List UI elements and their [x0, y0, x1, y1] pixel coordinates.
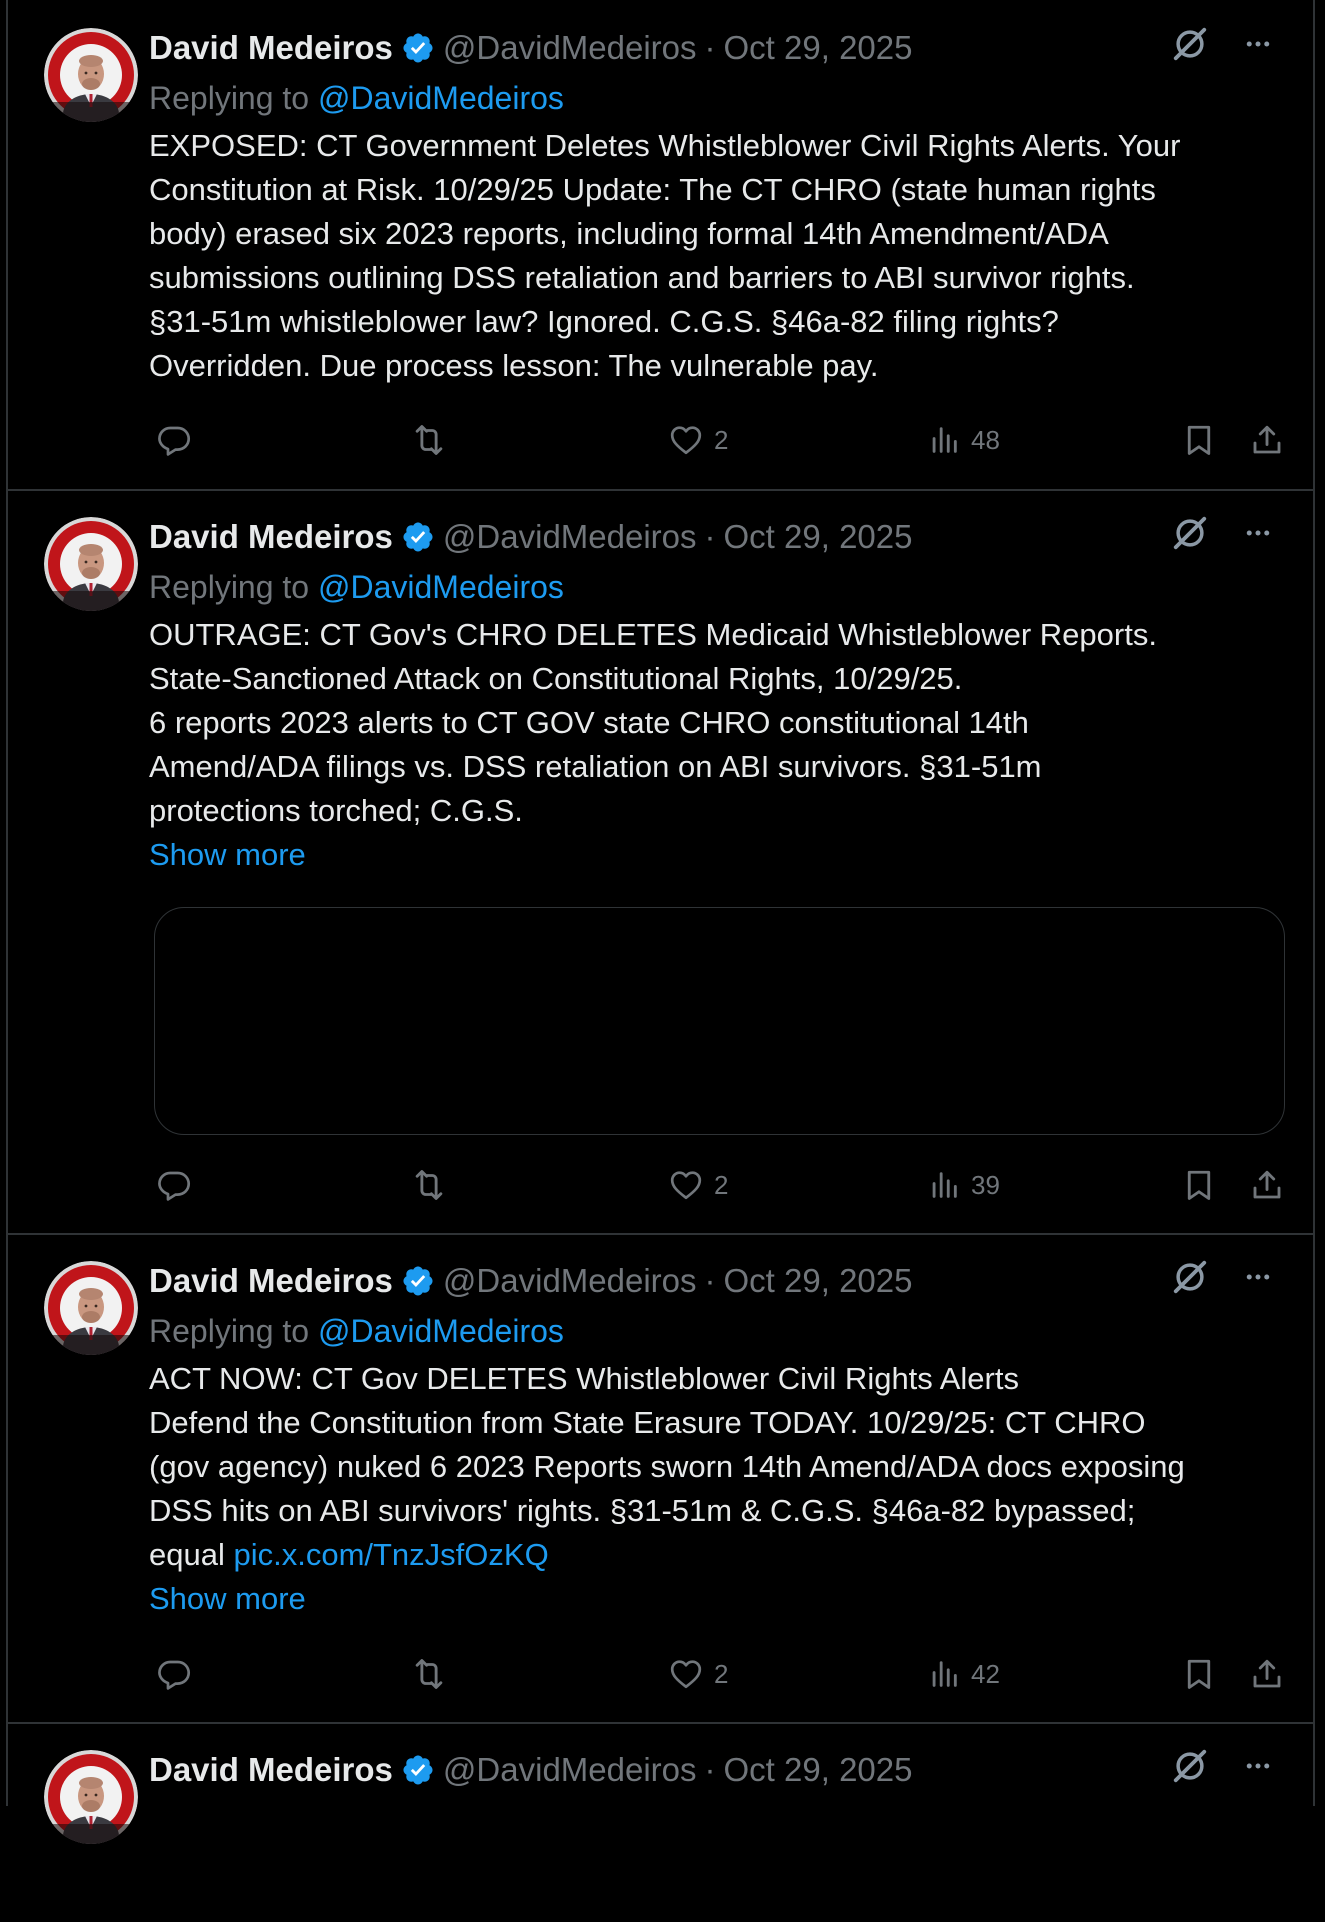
repost-button[interactable] [410, 1163, 448, 1207]
repost-icon [410, 1166, 448, 1204]
like-count: 2 [714, 1658, 729, 1689]
avatar[interactable] [44, 28, 138, 122]
verified-badge-icon[interactable] [401, 1753, 435, 1787]
share-icon [1249, 1656, 1285, 1692]
heart-icon [668, 1656, 704, 1692]
bookmark-icon [1181, 1167, 1217, 1203]
author-name[interactable]: David Medeiros [149, 518, 393, 555]
tweet-text-line: EXPOSED: CT Government Deletes Whistleblower Civil Rights Alerts. Your [149, 128, 1181, 163]
tweet-text-line: §31-51m whistleblower law? Ignored. C.G.S. §46a-82 filing rights? [149, 304, 1059, 339]
media-card[interactable] [154, 907, 1285, 1135]
tweet-text-line: (gov agency) nuked 6 2023 Reports sworn 14th Amend/ADA docs exposing [149, 1449, 1185, 1484]
replying-to-label: Replying to [149, 80, 310, 116]
grok-icon[interactable] [1171, 25, 1209, 71]
heart-icon [668, 1167, 704, 1203]
header-actions [1171, 28, 1273, 68]
avatar[interactable] [44, 1261, 138, 1355]
tweet-header [149, 1261, 1293, 1301]
tweet-actions [156, 1163, 1293, 1207]
reply-button[interactable] [156, 1652, 192, 1696]
tweet-actions [156, 1652, 1293, 1696]
avatar[interactable] [44, 1750, 138, 1844]
tweet-text [149, 124, 1299, 388]
verified-badge-icon[interactable] [401, 31, 435, 65]
tweet-text-line [149, 1533, 1299, 1577]
bookmark-icon [1181, 1656, 1217, 1692]
view-count: 48 [971, 424, 1000, 455]
repost-button[interactable] [410, 1652, 448, 1696]
tweet-text-line: ACT NOW: CT Gov DELETES Whistleblower Civil Rights Alerts [149, 1361, 1019, 1396]
more-icon[interactable] [1243, 1751, 1273, 1789]
mention-link[interactable]: @DavidMedeiros [317, 569, 564, 605]
tweet[interactable] [8, 0, 1313, 491]
share-icon [1249, 1167, 1285, 1203]
like-button[interactable] [668, 418, 728, 462]
separator-dot: · [704, 1751, 716, 1788]
author-handle[interactable]: @DavidMedeiros [442, 29, 697, 66]
views-button[interactable] [927, 418, 1000, 462]
separator-dot: · [704, 518, 716, 555]
avatar[interactable] [44, 517, 138, 611]
tweet[interactable] [8, 1722, 1313, 1922]
replying-to-label: Replying to [149, 1313, 310, 1349]
repost-button[interactable] [410, 418, 448, 462]
separator-dot: · [704, 1262, 716, 1299]
like-button[interactable] [668, 1652, 728, 1696]
repost-icon [410, 421, 448, 459]
grok-icon[interactable] [1171, 1258, 1209, 1304]
author-handle[interactable]: @DavidMedeiros [442, 518, 697, 555]
tweet-header [149, 517, 1293, 557]
author-name[interactable]: David Medeiros [149, 1262, 393, 1299]
replying-to [149, 1313, 564, 1350]
header-actions [1171, 1261, 1273, 1301]
bookmark-icon [1181, 422, 1217, 458]
tweet-text [149, 613, 1299, 877]
verified-badge-icon[interactable] [401, 520, 435, 554]
share-button[interactable] [1249, 1163, 1285, 1207]
tweet-date[interactable]: Oct 29, 2025 [723, 29, 913, 66]
tweet-header [149, 1750, 1293, 1790]
share-icon [1249, 422, 1285, 458]
views-button[interactable] [927, 1163, 1000, 1207]
like-count: 2 [714, 1169, 729, 1200]
replying-to [149, 569, 564, 606]
bookmark-button[interactable] [1181, 1652, 1217, 1696]
tweet-text-fragment: equal [149, 1537, 234, 1572]
author-handle[interactable]: @DavidMedeiros [442, 1262, 697, 1299]
views-icon [927, 423, 961, 457]
tweet-text-line: State-Sanctioned Attack on Constitutional Rights, 10/29/25. [149, 661, 963, 696]
reply-button[interactable] [156, 418, 192, 462]
grok-icon[interactable] [1171, 1747, 1209, 1793]
timeline-feed [6, 0, 1315, 1806]
media-link[interactable]: pic.x.com/TnzJsfOzKQ [233, 1537, 549, 1572]
tweet-text-line: Overridden. Due process lesson: The vulnerable pay. [149, 348, 879, 383]
reply-icon [156, 1167, 192, 1203]
header-actions [1171, 517, 1273, 557]
tweet-text-line: protections torched; C.G.S. [149, 793, 523, 828]
tweet-date[interactable]: Oct 29, 2025 [723, 1262, 913, 1299]
author-name[interactable]: David Medeiros [149, 29, 393, 66]
separator-dot: · [704, 29, 716, 66]
bookmark-button[interactable] [1181, 418, 1217, 462]
more-icon[interactable] [1243, 29, 1273, 67]
tweet-header [149, 28, 1293, 68]
like-button[interactable] [668, 1163, 728, 1207]
like-count: 2 [714, 424, 729, 455]
tweet-text [149, 1357, 1299, 1621]
tweet-text-line: DSS hits on ABI survivors' rights. §31-51m & C.G.S. §46a-82 bypassed; [149, 1493, 1136, 1528]
tweet-text-line: submissions outlining DSS retaliation and barriers to ABI survivor rights. [149, 260, 1135, 295]
verified-badge-icon[interactable] [401, 1264, 435, 1298]
mention-link[interactable]: @DavidMedeiros [317, 80, 564, 116]
heart-icon [668, 422, 704, 458]
bookmark-button[interactable] [1181, 1163, 1217, 1207]
tweet-text-line: 6 reports 2023 alerts to CT GOV state CHRO constitutional 14th [149, 705, 1029, 740]
header-actions [1171, 1750, 1273, 1790]
replying-to-label: Replying to [149, 569, 310, 605]
reply-button[interactable] [156, 1163, 192, 1207]
tweet-text-line: Defend the Constitution from State Erasure TODAY. 10/29/25: CT CHRO [149, 1405, 1146, 1440]
tweet-actions [156, 418, 1293, 462]
more-icon[interactable] [1243, 518, 1273, 556]
views-icon [927, 1168, 961, 1202]
tweet-text-line: body) erased six 2023 reports, including formal 14th Amendment/ADA [149, 216, 1109, 251]
more-icon[interactable] [1243, 1262, 1273, 1300]
view-count: 39 [971, 1169, 1000, 1200]
show-more-link[interactable]: Show more [149, 837, 306, 872]
tweet-text-line: OUTRAGE: CT Gov's CHRO DELETES Medicaid Whistleblower Reports. [149, 617, 1157, 652]
tweet-text-line: Amend/ADA filings vs. DSS retaliation on ABI survivors. §31-51m [149, 749, 1042, 784]
tweet[interactable] [8, 1233, 1313, 1724]
tweet[interactable] [8, 489, 1313, 1235]
share-button[interactable] [1249, 1652, 1285, 1696]
repost-icon [410, 1655, 448, 1693]
view-count: 42 [971, 1658, 1000, 1689]
share-button[interactable] [1249, 418, 1285, 462]
grok-icon[interactable] [1171, 514, 1209, 560]
tweet-date[interactable]: Oct 29, 2025 [723, 518, 913, 555]
tweet-date[interactable]: Oct 29, 2025 [723, 1751, 913, 1788]
tweet-text-line: Constitution at Risk. 10/29/25 Update: The CT CHRO (state human rights [149, 172, 1156, 207]
mention-link[interactable]: @DavidMedeiros [317, 1313, 564, 1349]
reply-icon [156, 422, 192, 458]
replying-to [149, 80, 564, 117]
views-icon [927, 1657, 961, 1691]
author-handle[interactable]: @DavidMedeiros [442, 1751, 697, 1788]
show-more-link[interactable]: Show more [149, 1581, 306, 1616]
views-button[interactable] [927, 1652, 1000, 1696]
author-name[interactable]: David Medeiros [149, 1751, 393, 1788]
reply-icon [156, 1656, 192, 1692]
